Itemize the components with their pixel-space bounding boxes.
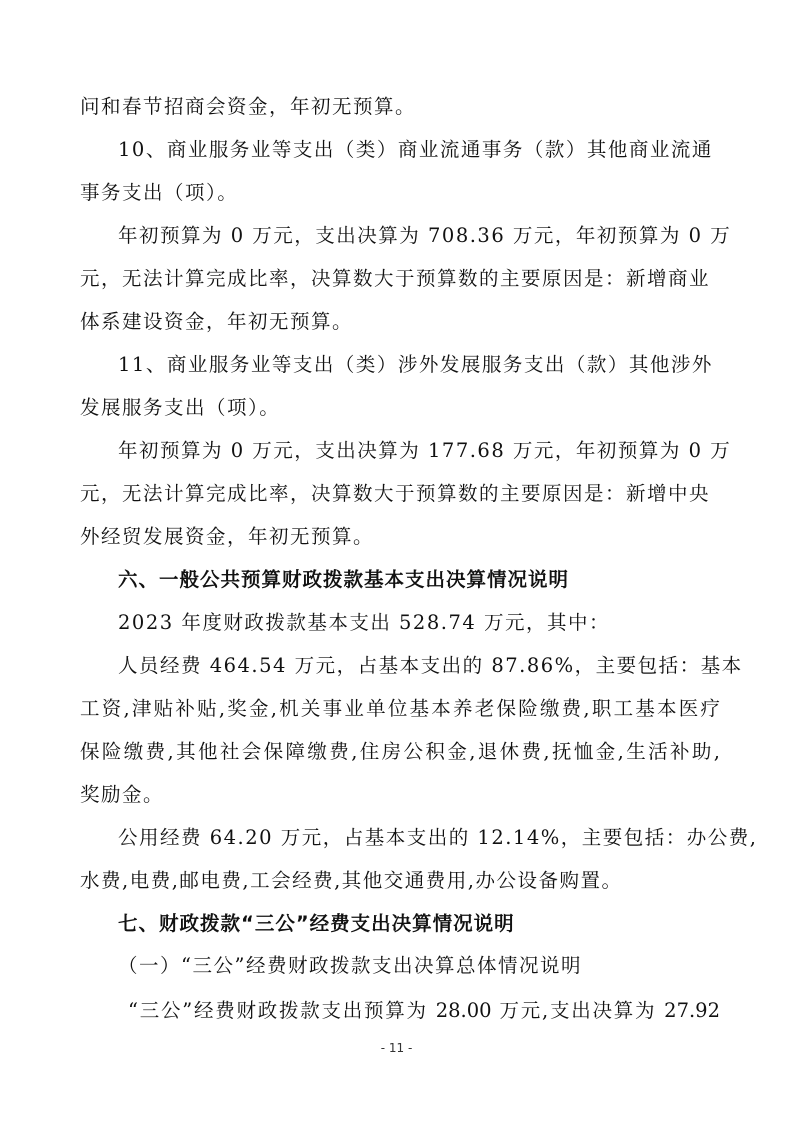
- paragraph-line: 元，无法计算完成比率，决算数大于预算数的主要原因是：新增商业: [80, 267, 711, 291]
- paragraph-line: 保险缴费,其他社会保障缴费,住房公积金,退休费,抚恤金,生活补助,: [80, 739, 720, 763]
- item-10-title-line: 事务支出（项）。: [80, 181, 239, 205]
- paragraph-line: 工资,津贴补贴,奖金,机关事业单位基本养老保险缴费,职工基本医疗: [80, 697, 720, 720]
- page-number: - 11 -: [380, 1041, 413, 1055]
- paragraph-line: 年初预算为 0 万元，支出决算为 177.68 万元，年初预算为 0 万: [118, 439, 732, 463]
- paragraph-line: 体系建设资金，年初无预算。: [80, 310, 354, 334]
- item-11-title-line: 11、商业服务业等支出（类）涉外发展服务支出（款）其他涉外: [118, 353, 713, 377]
- subsection-1-heading: （一）“三公”经费财政拨款支出决算总体情况说明: [118, 954, 582, 977]
- paragraph-line: 人员经费 464.54 万元，占基本支出的 87.86%，主要包括：基本: [118, 654, 743, 678]
- paragraph-line: 问和春节招商会资金，年初无预算。: [80, 95, 417, 119]
- paragraph-line: 2023 年度财政拨款基本支出 528.74 万元，其中：: [118, 611, 610, 635]
- section-6-heading: 六、一般公共预算财政拨款基本支出决算情况说明: [118, 568, 570, 592]
- paragraph-line: “三公”经费财政拨款支出预算为 28.00 万元,支出决算为 27.92: [128, 999, 720, 1022]
- paragraph-line: 年初预算为 0 万元，支出决算为 708.36 万元，年初预算为 0 万: [118, 224, 732, 248]
- paragraph-line: 外经贸发展资金，年初无预算。: [80, 525, 375, 549]
- paragraph-line: 奖励金。: [80, 782, 165, 806]
- item-10-title-line: 10、商业服务业等支出（类）商业流通事务（款）其他商业流通: [118, 138, 713, 162]
- paragraph-line: 公用经费 64.20 万元，占基本支出的 12.14%，主要包括：办公费,: [118, 825, 758, 849]
- paragraph-line: 水费,电费,邮电费,工会经费,其他交通费用,办公设备购置。: [80, 868, 623, 892]
- item-11-title-line: 发展服务支出（项）。: [80, 396, 281, 420]
- paragraph-line: 元，无法计算完成比率，决算数大于预算数的主要原因是：新增中央: [80, 482, 711, 506]
- section-7-heading: 七、财政拨款“三公”经费支出决算情况说明: [118, 911, 515, 935]
